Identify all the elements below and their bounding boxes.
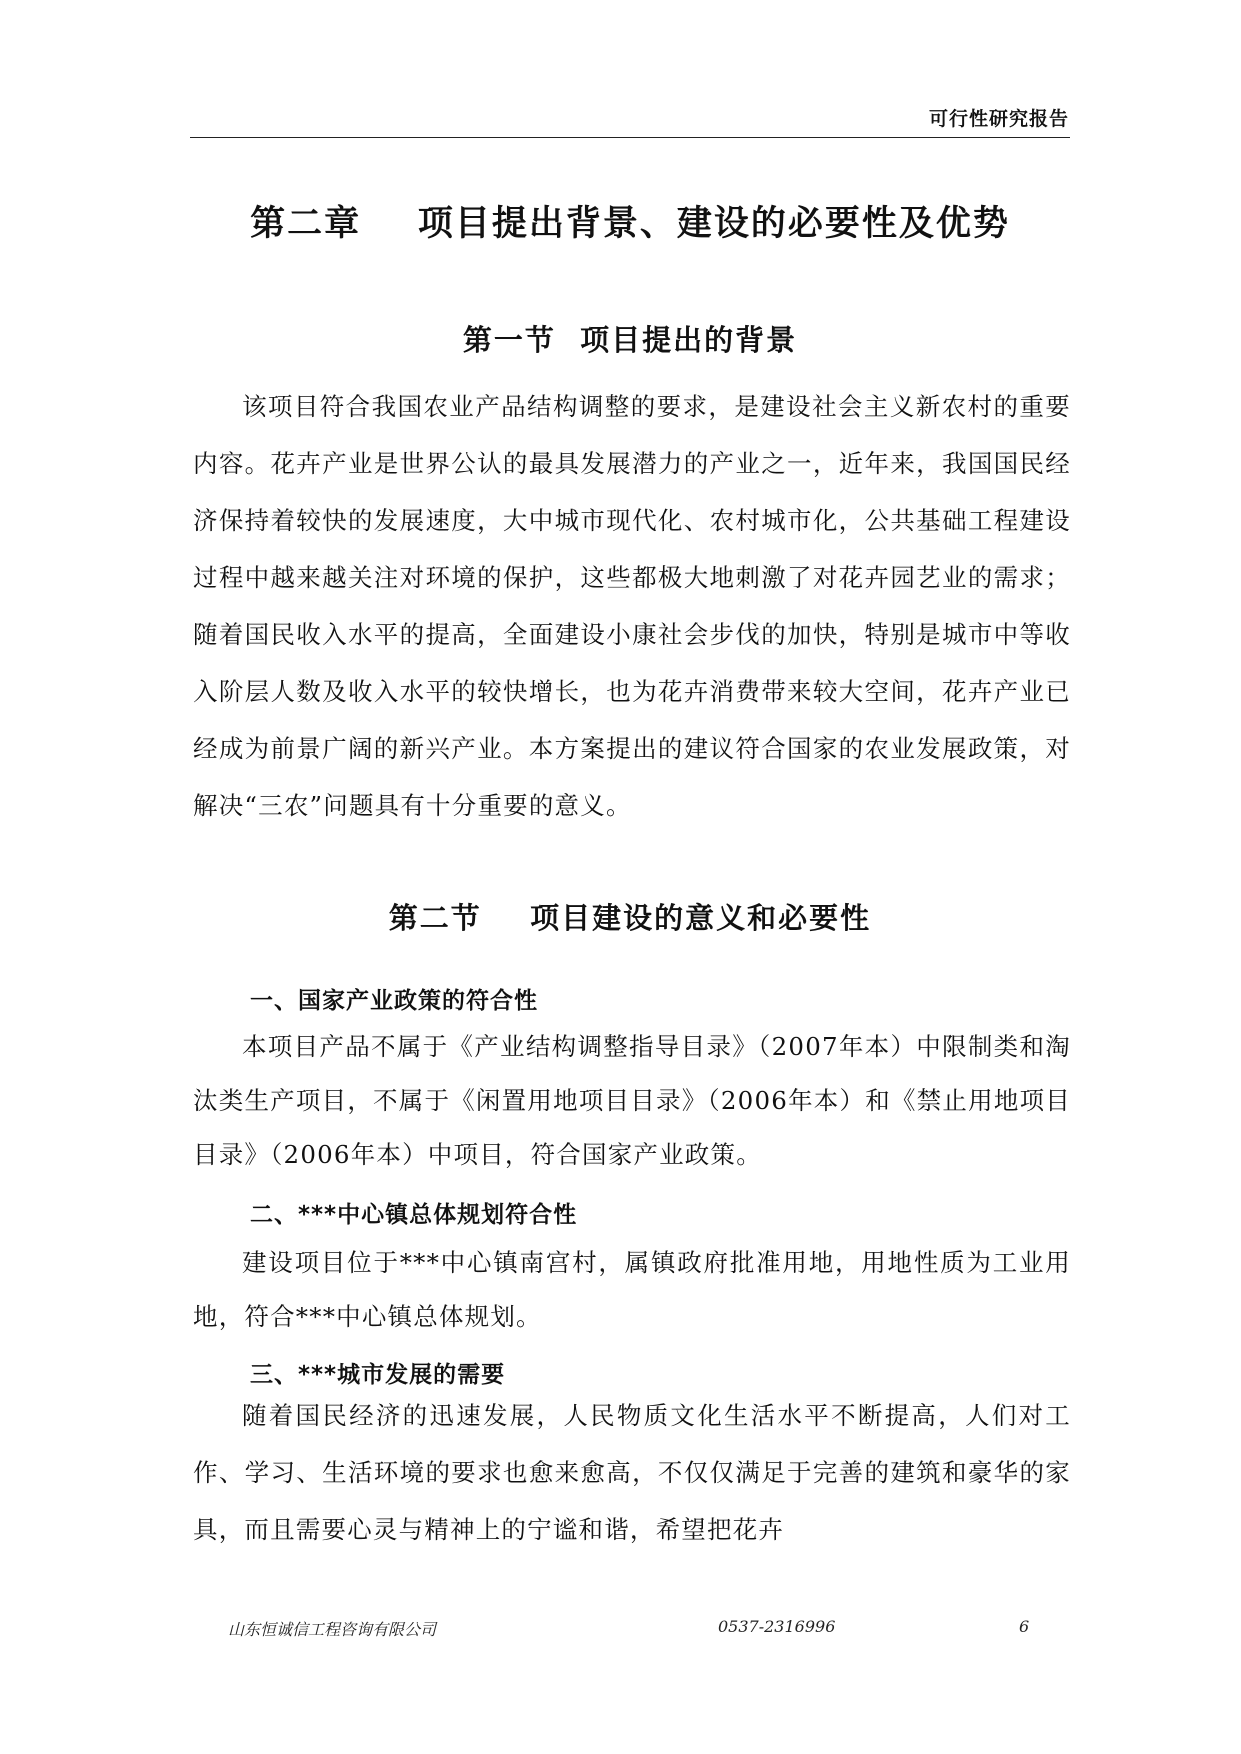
paragraph-town-plan: 建设项目位于***中心镇南宫村，属镇政府批准用地，用地性质为工业用地，符合***中心镇总体规划。 (193, 1248, 1071, 1331)
subheading-policy: 一、国家产业政策的符合性 (250, 988, 538, 1014)
section-1-paragraph: 该项目符合我国农业产品结构调整的要求，是建设社会主义新农村的重要内容。花卉产业是世界公认的最具发展潜力的产业之一，近年来，我国国民经济保持着较快的发展速度，大中城市现代化、农村城市化，公共基础工程建设过程中越来越关注对环境的保护，这些都极大地刺激了对花卉园艺业的需求；随着国民收入水平的提高，全面建设小康社会步伐的加快，特别是城市中等收入阶层人数及收入水平的较快增长，也为花卉消费带来较大空间，花卉产业已经成为前景广阔的新兴产业。本方案提出的建议符合国家的农业发展政策，对解决“三农”问题具有十分重要的意义。 (193, 392, 1071, 820)
header-rule (190, 137, 1070, 138)
page-number: 6 (1019, 1617, 1030, 1636)
header-title: 可行性研究报告 (928, 108, 1069, 130)
section-1-title: 第一节 项目提出的背景 (462, 323, 798, 357)
paragraph-city-development: 随着国民经济的迅速发展，人民物质文化生活水平不断提高，人们对工作、学习、生活环境的要求也愈来愈高，不仅仅满足于完善的建筑和豪华的家具，而且需要心灵与精神上的宁谧和谐，希望把花卉 (193, 1401, 1071, 1544)
paragraph-policy: 本项目产品不属于《产业结构调整指导目录》（2007年本）中限制类和淘汰类生产项目，不属于《闲置用地项目目录》（2006年本）和《禁止用地项目目录》（2006年本）中项目，符合国家产业政策。 (193, 1032, 1071, 1169)
chapter-title: 第二章 项目提出背景、建设的必要性及优势 (250, 204, 1010, 244)
subheading-city-development: 三、***城市发展的需要 (250, 1362, 506, 1388)
section-2-title: 第二节 项目建设的意义和必要性 (388, 901, 872, 935)
footer-phone: 0537-2316996 (718, 1617, 836, 1636)
subheading-town-plan: 二、***中心镇总体规划符合性 (250, 1202, 578, 1228)
footer-company: 山东恒诚信工程咨询有限公司 (228, 1620, 437, 1639)
